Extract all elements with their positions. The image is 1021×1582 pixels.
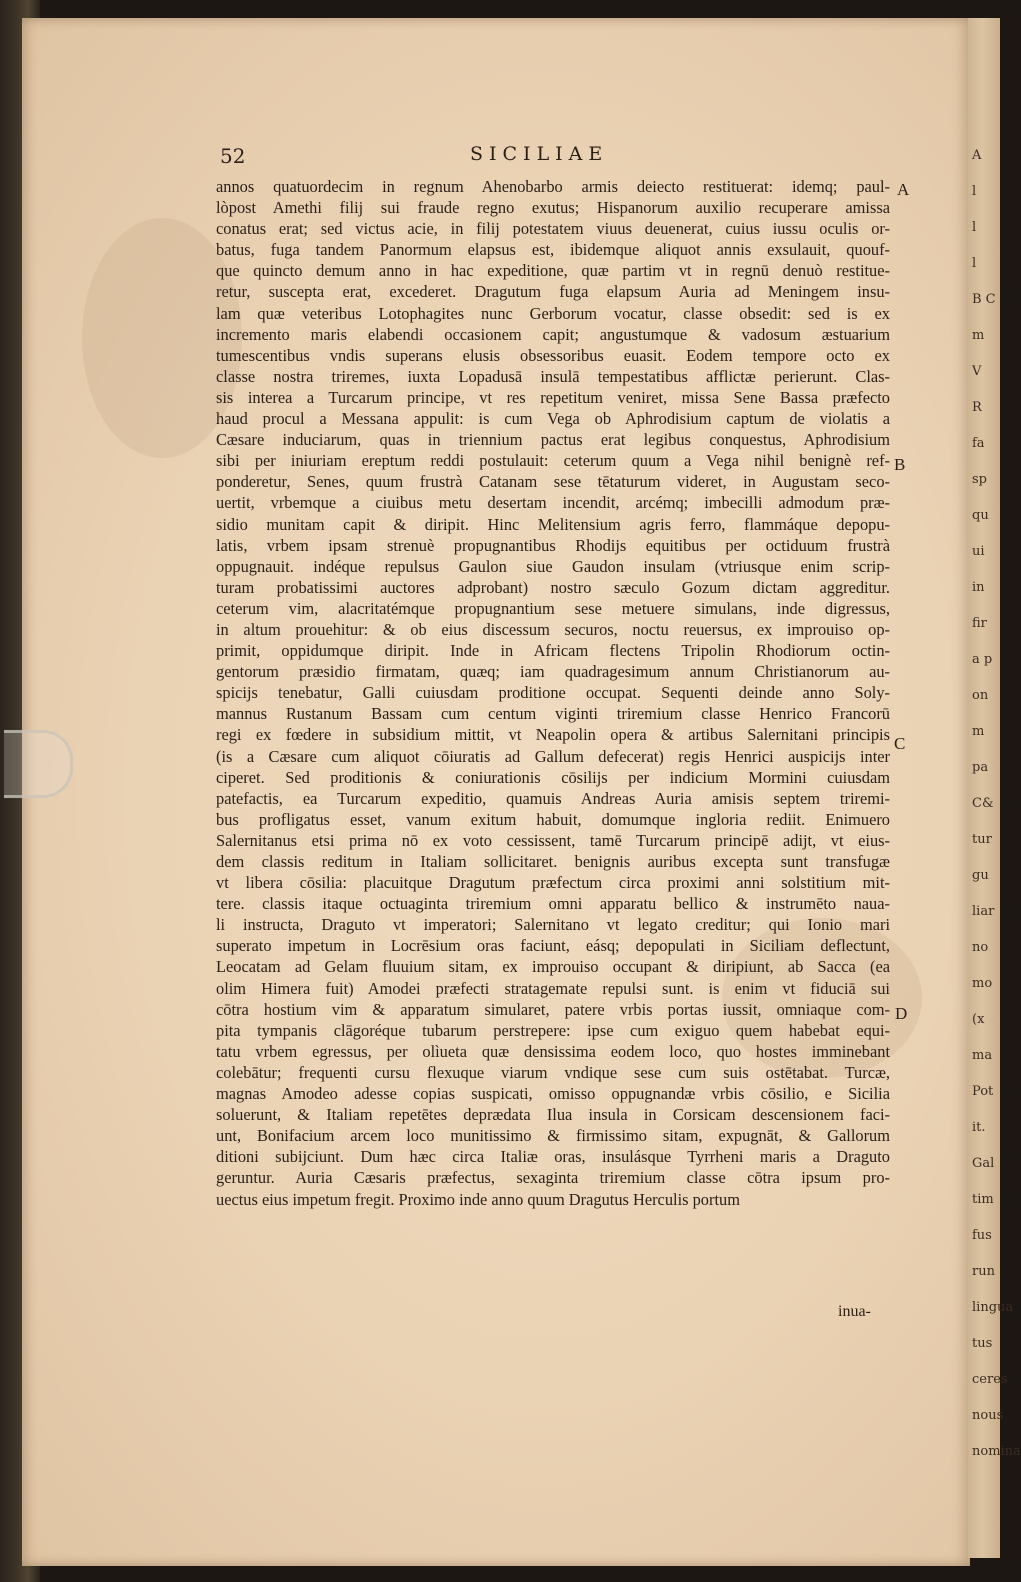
margin-marker-c: C bbox=[894, 734, 906, 753]
facing-page-fragment: nous bbox=[972, 1408, 1004, 1423]
facing-page-fragment: tus bbox=[972, 1336, 993, 1351]
catchword: inua- bbox=[838, 1303, 871, 1320]
text-line: li instructa, Draguto vt imperatori; Salernitano vt legato creditur; qui Ionio mari bbox=[216, 915, 890, 935]
facing-page-fragment: (x bbox=[972, 1012, 985, 1027]
facing-page-fragment: it. bbox=[972, 1120, 986, 1135]
body-text bbox=[216, 176, 890, 1210]
facing-page-fragment: gu bbox=[972, 868, 989, 883]
facing-page-fragment: tim bbox=[972, 1192, 994, 1207]
facing-page-fragment: pa bbox=[972, 760, 989, 775]
text-line: Leocatam ad Gelam fluuium sitam, ex improuiso occupant & diripiunt, ab Sacca (ea bbox=[216, 957, 890, 977]
text-line: conatus erat; sed victus acie, in filij potestatem viuus deuenerat, cuius iussu oculis or- bbox=[216, 219, 890, 239]
text-line: Salernitanus etsi prima nō ex voto cessissent, tamē Turcarum principē adijt, vt eius- bbox=[216, 830, 890, 850]
text-line: retur, suscepta erat, excederet. Dragutum fuga elapsum Auria ad Meningem insu- bbox=[216, 282, 890, 302]
text-line: incremento maris elabendi occasionem capit; angustumque & vadosum æstuarium bbox=[216, 324, 890, 344]
text-line: turam probatissimi auctores adprobant) nostro sæculo Gozum dictam aggreditur. bbox=[216, 577, 890, 597]
facing-page-fragment: A bbox=[972, 148, 982, 163]
facing-page-fragment: on bbox=[972, 688, 989, 703]
text-line: Cæsare induciarum, quas in triennium pactus erat legibus conquestus, Aphrodisium bbox=[216, 430, 890, 450]
page-clip bbox=[4, 730, 73, 798]
text-line: sidio munitam capit & diripit. Hinc Melitensium agris ferro, flammáque depopu- bbox=[216, 514, 890, 534]
text-line: geruntur. Auria Cæsaris præfectus, sexaginta triremium classe cōtra ipsum pro- bbox=[216, 1168, 890, 1188]
text-line: bus profligatus esset, vanum exitum habuit, domumque ingloria rediit. Enimuero bbox=[216, 809, 890, 829]
text-line: sis interea a Turcarum principe, vt res repetitum veniret, missa Sene Bassa præfecto bbox=[216, 387, 890, 407]
running-title: SICILIAE bbox=[470, 143, 609, 165]
margin-marker-d: D bbox=[895, 1004, 908, 1023]
text-line: tumescentibus vndis superans elusis obsessoribus euasit. Eodem tempore octo ex bbox=[216, 345, 890, 365]
facing-page-fragment: ma bbox=[972, 1048, 993, 1063]
facing-page-fragment: fir bbox=[972, 616, 987, 631]
text-line: dem classis reditum in Italiam sollicitaret. benignis auribus excepta sunt transfugæ bbox=[216, 852, 890, 871]
facing-page-fragment: no bbox=[972, 940, 989, 955]
facing-page-fragment: run bbox=[972, 1264, 995, 1279]
text-line: que quincto demum anno in hac expeditione, quæ partim vt in regnū denuò restitue- bbox=[216, 261, 890, 281]
text-line: (is a Cæsare cum aliquot cōiuratis ad Gallum defecerat) regis Henrici auspicijs inter bbox=[216, 746, 890, 766]
facing-page-fragment: B C bbox=[972, 292, 996, 307]
text-line: olim Himera fuit) Amodei præfecti stratagemate repulsi sunt. is enim vt fiduciā sui bbox=[216, 978, 890, 998]
text-line: haud procul a Messana appulit: is cum Vega ob Aphrodisium captum de violatis a bbox=[216, 409, 890, 429]
text-line: lam quæ veteribus Lotophagites nunc Gerborum vocatur, classe obsedit: sed is ex bbox=[216, 303, 890, 323]
text-line: primit, oppidumque diripit. Inde in Africam flectens Tripolin Rhodiorum octin- bbox=[216, 641, 890, 661]
text-line: uertit, vrbemque a ciuibus metu desertam incendit, arcémq; imbecilli admodum præ- bbox=[216, 493, 890, 513]
facing-page-fragment: sp bbox=[972, 472, 987, 487]
facing-page-fragment: C& bbox=[972, 796, 994, 811]
facing-page-fragment: fa bbox=[972, 436, 985, 451]
margin-marker-b: B bbox=[894, 455, 906, 474]
text-line: in altum prouehitur: & ob eius discessum securos, noctu reuersus, ex improuiso op- bbox=[216, 619, 890, 639]
text-line: patefactis, ea Turcarum expeditio, quamuis Andreas Auria amisis septem triremi- bbox=[216, 788, 890, 808]
facing-page-fragment: Pot bbox=[972, 1084, 994, 1099]
facing-page-fragment: fus bbox=[972, 1228, 992, 1243]
text-line: oppugnauit. indéque repulsus Gaulon siue Gaudon insulam (vtriusque enim scrip- bbox=[216, 556, 890, 576]
text-line: magnas Amodeo adesse copias suspicati, omisso oppugnandæ vrbis cōsilio, e Sicilia bbox=[216, 1084, 890, 1104]
facing-page-fragment: lingua bbox=[972, 1300, 1014, 1315]
facing-page-fragment: V bbox=[972, 364, 982, 379]
text-line: batus, fuga tandem Panormum elapsus est, ibidemque aliquot annis exsulauit, quouf- bbox=[216, 240, 890, 260]
text-line: pita tympanis clāgoréque tubarum perstrepere: ipse cum exiguo quem habebat equi- bbox=[216, 1020, 890, 1040]
facing-page-edge bbox=[968, 18, 1021, 1558]
text-line: ponderetur, Senes, quum frustrà Catanam sese tētaturum videret, in Augustam seco- bbox=[216, 472, 890, 492]
facing-page-fragment: in bbox=[972, 580, 985, 595]
text-line: annos quatuordecim in regnum Ahenobarbo armis deiecto restituerat: idemq; paul- bbox=[216, 177, 890, 196]
facing-page-fragment: tur bbox=[972, 832, 992, 847]
text-line: tatu vrbem egressus, per olìueta quæ densissima eodem loco, quo hostes imminebant bbox=[216, 1041, 890, 1061]
facing-page-fragment: mo bbox=[972, 976, 993, 991]
facing-page-fragment: l bbox=[972, 256, 977, 271]
page-number: 52 bbox=[220, 144, 246, 168]
text-line: sibi per iniuriam ereptum reddi postulauit: ceterum quum a Vega nihil benignè ref- bbox=[216, 451, 890, 471]
text-line: latis, vrbem ipsam strenuè propugnantibus Rhodijs equitibus per octiduum frustrà bbox=[216, 535, 890, 555]
text-line: soluerunt, & Italiam repetētes deprædata Ilua insula in Corsicam descensionem faci- bbox=[216, 1105, 890, 1125]
text-line: vt libera cōsilia: placuitque Dragutum præfectum circa proximi anni solstitium mit- bbox=[216, 873, 890, 893]
facing-page-fragment: l bbox=[972, 184, 977, 199]
facing-page-fragment: nomina bbox=[972, 1444, 1021, 1459]
facing-page-fragment: qu bbox=[972, 508, 989, 523]
facing-page-fragment: R bbox=[972, 400, 982, 415]
facing-page-fragment: m bbox=[972, 328, 985, 343]
text-line: ceterum vim, alacritatémque propugnantium sese metuere simulans, inde digressus, bbox=[216, 598, 890, 618]
facing-page-fragment: ui bbox=[972, 544, 985, 559]
facing-page-fragment: m bbox=[972, 724, 985, 739]
margin-marker-a: A bbox=[897, 180, 910, 199]
text-line: gentorum præsidio firmatam, quæq; iam quadragesimum annum Christianorum au- bbox=[216, 662, 890, 682]
text-line: unt, Bonifacium arcem loco munitissimo & firmissimo sitam, expugnāt, & Gallorum bbox=[216, 1126, 890, 1146]
facing-page-fragment: Gal bbox=[972, 1156, 995, 1171]
text-line: ditioni subijciunt. Dum hæc circa Italiæ oras, insulásque Tyrrheni maris a Draguto bbox=[216, 1147, 890, 1167]
text-line: mannus Rustanum Bassam cum centum viginti triremium classe Henrico Francorū bbox=[216, 704, 890, 724]
text-line: ciperet. Sed proditionis & coniurationis cōsilijs per indicium Mormini cuiusdam bbox=[216, 767, 890, 787]
text-line: colebātur; frequenti cursu flexuque viarum vndique sese cum suis ostētabat. Turcæ, bbox=[216, 1062, 890, 1082]
text-line: tere. classis itaque octuaginta triremium omni apparatu bellico & instrumēto naua- bbox=[216, 894, 890, 914]
facing-page-fragment: l bbox=[972, 220, 977, 235]
facing-page-fragment: ceres bbox=[972, 1372, 1008, 1387]
text-line: classe nostra triremes, iuxta Lopadusā insulā tempestatibus afflictæ perierunt. Clas- bbox=[216, 366, 890, 386]
text-line: regi ex fœdere in subsidium mittit, vt Neapolin opera & artibus Salernitani principis bbox=[216, 725, 890, 745]
text-line: spicijs tenebatur, Galli cuiusdam proditione occupat. Sequenti deinde anno Soly- bbox=[216, 683, 890, 703]
text-line: lòpost Amethi filij sui fraude regno exutus; Hispanorum auxilio recuperare amissa bbox=[216, 198, 890, 218]
text-line: uectus eius impetum fregit. Proximo inde anno quum Dragutus Herculis portum bbox=[216, 1189, 740, 1209]
facing-page-fragment: a p bbox=[972, 652, 993, 667]
text-line: superato impetum in Locrēsium oras faciunt, eásq; depopulati in Siciliam deflectunt, bbox=[216, 936, 890, 956]
text-line: cōtra hostium vim & apparatum simularet, patere vrbis portas iussit, omniaque com- bbox=[216, 999, 890, 1019]
facing-page-fragment: liar bbox=[972, 904, 995, 919]
